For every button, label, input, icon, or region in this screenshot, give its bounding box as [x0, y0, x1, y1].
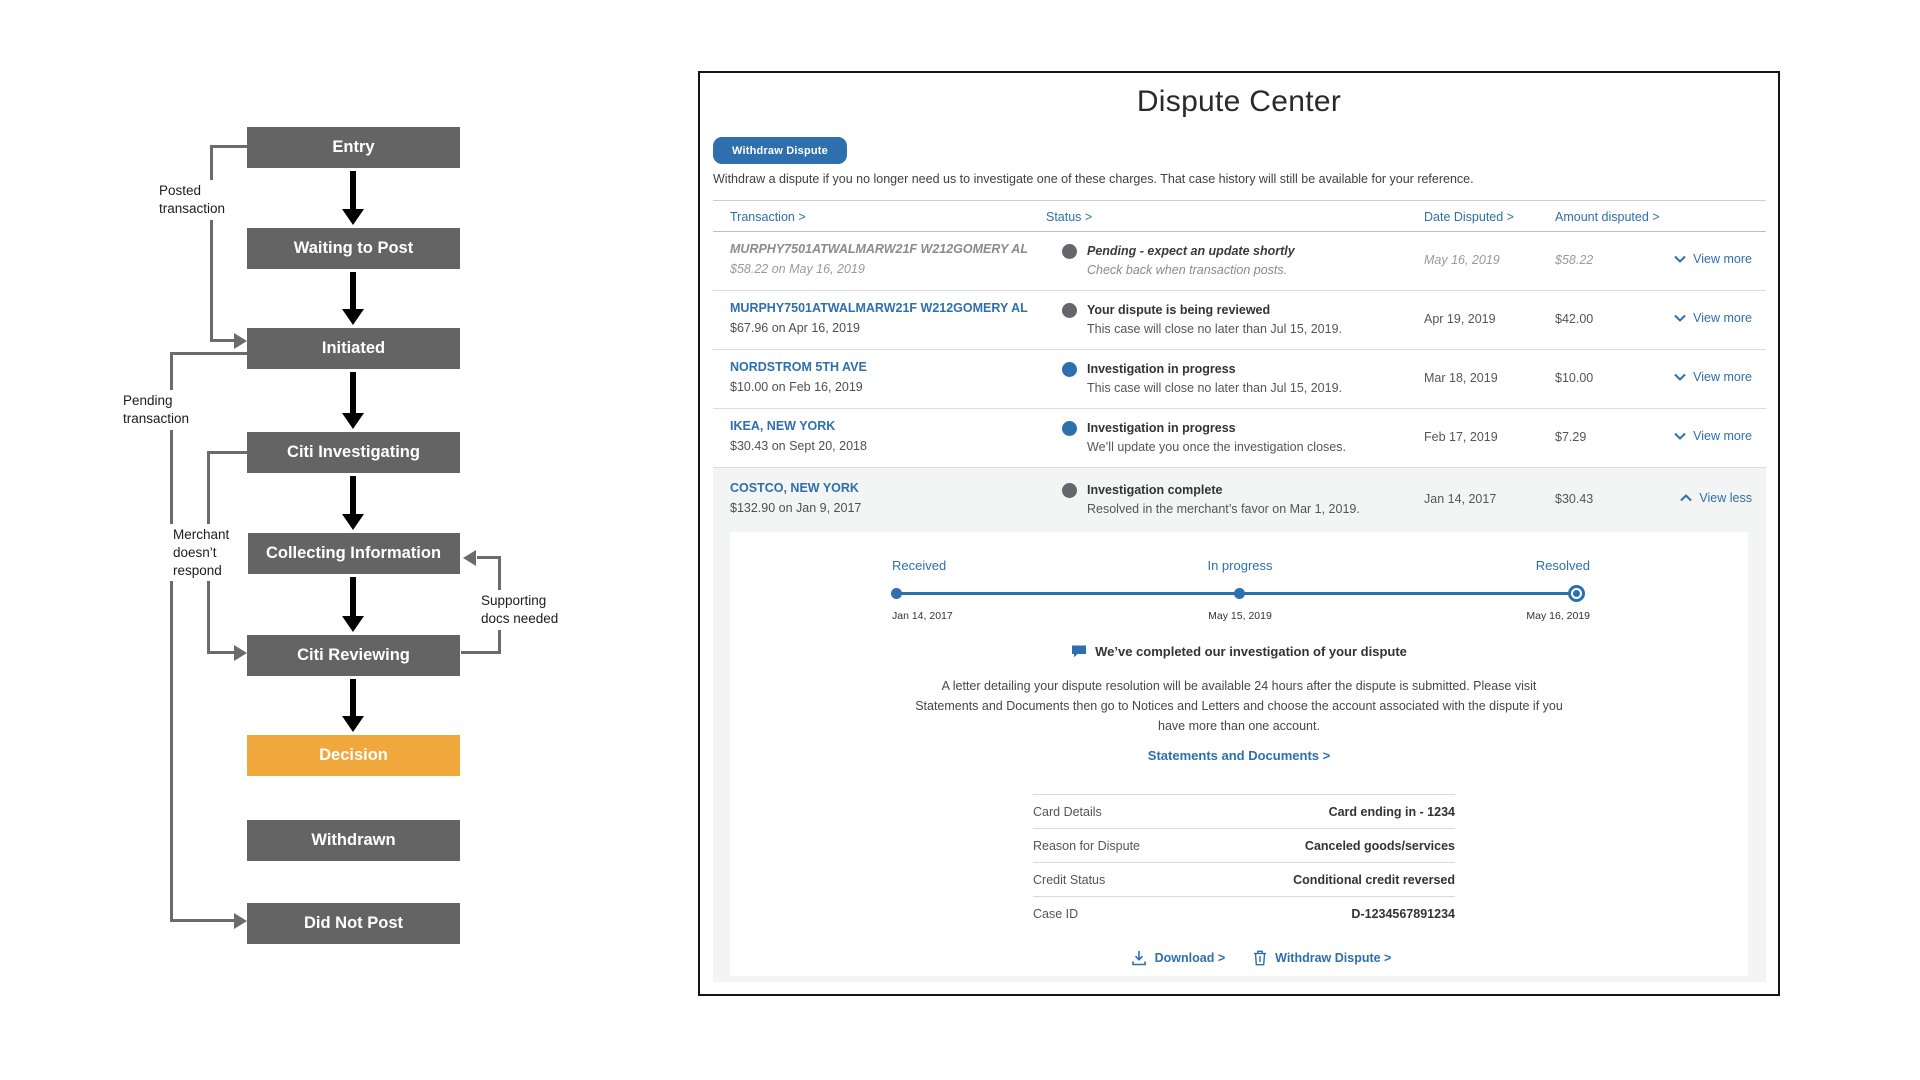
connector-line: [170, 919, 234, 922]
view-more-link[interactable]: View more: [1674, 252, 1752, 266]
download-icon: [1131, 950, 1147, 966]
flow-label-supporting-docs-needed: Supporting docs needed: [478, 590, 576, 630]
amount-disputed: $10.00: [1555, 371, 1594, 385]
timeline-step-label: In progress: [1207, 558, 1273, 573]
down-arrow-icon: [342, 577, 364, 632]
flow-label-posted-transaction: Posted transaction: [156, 180, 244, 220]
timeline-point-in-progress: [1234, 588, 1245, 599]
detail-value: Card ending in - 1234: [1328, 804, 1455, 819]
table-row: [713, 350, 1766, 409]
date-disputed: May 16, 2019: [1424, 253, 1500, 267]
statements-documents-link[interactable]: Statements and Documents >: [1147, 748, 1331, 763]
down-arrow-icon: [342, 272, 364, 325]
chat-bubble-icon: [1071, 645, 1087, 658]
chevron-up-icon: [1680, 494, 1692, 502]
expanded-dispute-detail: [713, 532, 1766, 982]
table-row: [713, 409, 1766, 468]
flow-label-merchant-doesnt-respond: Merchant doesn’t respond: [170, 524, 248, 581]
transaction-link[interactable]: COSTCO, NEW YORK: [730, 481, 859, 495]
right-arrowhead-icon: [234, 333, 247, 349]
detail-label: Reason for Dispute: [1033, 838, 1141, 853]
table-row-expanded: [713, 468, 1766, 532]
flow-box-initiated: Initiated: [247, 328, 460, 369]
withdraw-dispute-button[interactable]: Withdraw Dispute: [713, 137, 847, 164]
flow-label-pending-transaction: Pending transaction: [120, 390, 208, 430]
status-title: Investigation complete: [1087, 483, 1223, 497]
status-dot: [1062, 303, 1077, 318]
timeline-step-label: Resolved: [1535, 558, 1590, 573]
amount-disputed: $7.29: [1555, 430, 1587, 444]
down-arrow-icon: [342, 171, 364, 225]
connector-line: [207, 651, 234, 654]
flow-box-entry: Entry: [247, 127, 460, 168]
view-less-link[interactable]: View less: [1680, 491, 1752, 505]
chevron-down-icon: [1674, 314, 1686, 322]
flow-box-withdrawn: Withdrawn: [247, 820, 460, 861]
dispute-list: [713, 232, 1766, 982]
sort-transaction[interactable]: Transaction >: [730, 210, 806, 224]
chevron-down-icon: [1674, 432, 1686, 440]
detail-label: Credit Status: [1033, 872, 1106, 887]
transaction-detail: $132.90 on Jan 9, 2017: [730, 501, 862, 515]
amount-disputed: $30.43: [1555, 492, 1594, 506]
connector-line: [210, 145, 213, 341]
down-arrow-icon: [342, 372, 364, 429]
detail-row: [1033, 862, 1455, 896]
chevron-down-icon: [1674, 373, 1686, 381]
detail-value: D-1234567891234: [1351, 906, 1455, 921]
detail-label: Card Details: [1033, 804, 1102, 819]
trash-icon: [1253, 950, 1267, 966]
chevron-down-icon: [1674, 255, 1686, 263]
download-link[interactable]: Download >: [1131, 950, 1226, 966]
status-dot: [1062, 483, 1077, 498]
view-more-link[interactable]: View more: [1674, 429, 1752, 443]
transaction-name: MURPHY7501ATWALMARW21F W212GOMERY AL: [730, 242, 1028, 256]
date-disputed: Feb 17, 2019: [1424, 430, 1498, 444]
status-detail: Resolved in the merchant’s favor on Mar 1, 2019.: [1087, 502, 1360, 516]
detail-row: [1033, 896, 1455, 930]
dispute-details-table: [1033, 794, 1455, 930]
dispute-center-panel: [698, 71, 1780, 996]
dispute-flowchart: [0, 0, 640, 1080]
flow-box-did-not-post: Did Not Post: [247, 903, 460, 944]
date-disputed: Jan 14, 2017: [1424, 492, 1497, 506]
transaction-detail: $58.22 on May 16, 2019: [730, 262, 865, 276]
transaction-detail: $10.00 on Feb 16, 2019: [730, 380, 863, 394]
detail-row: [1033, 828, 1455, 862]
timeline-point-received: [891, 588, 902, 599]
connector-line: [170, 352, 247, 355]
date-disputed: Mar 18, 2019: [1424, 371, 1498, 385]
status-dot: [1062, 244, 1077, 259]
status-dot: [1062, 421, 1077, 436]
connector-line: [477, 556, 501, 559]
view-more-link[interactable]: View more: [1674, 311, 1752, 325]
status-detail: This case will close no later than Jul 15, 2019.: [1087, 381, 1342, 395]
view-more-link[interactable]: View more: [1674, 370, 1752, 384]
connector-line: [170, 352, 173, 921]
status-title: Pending - expect an update shortly: [1087, 244, 1295, 258]
withdraw-dispute-link[interactable]: Withdraw Dispute >: [1253, 950, 1391, 966]
connector-line: [210, 145, 247, 148]
down-arrow-icon: [342, 679, 364, 732]
flow-box-citi-investigating: Citi Investigating: [247, 432, 460, 473]
status-detail: We’ll update you once the investigation closes.: [1087, 440, 1346, 454]
down-arrow-icon: [342, 476, 364, 530]
status-dot: [1062, 362, 1077, 377]
status-title: Investigation in progress: [1087, 362, 1236, 376]
transaction-detail: $67.96 on Apr 16, 2019: [730, 321, 860, 335]
transaction-link[interactable]: IKEA, NEW YORK: [730, 419, 836, 433]
status-title: Your dispute is being reviewed: [1087, 303, 1271, 317]
withdraw-description: Withdraw a dispute if you no longer need us to investigate one of these charges. That case history will still be available for your reference.: [713, 172, 1474, 186]
timeline-point-resolved-dot: [1573, 590, 1580, 597]
dispute-detail-card: [730, 532, 1748, 976]
status-title: Investigation in progress: [1087, 421, 1236, 435]
flow-box-waiting-to-post: Waiting to Post: [247, 228, 460, 269]
detail-value: Conditional credit reversed: [1293, 872, 1455, 887]
amount-disputed: $42.00: [1555, 312, 1594, 326]
left-arrowhead-icon: [463, 550, 476, 566]
table-row: [713, 291, 1766, 350]
timeline-step-label: Received: [892, 558, 947, 573]
timeline-step-date: May 15, 2019: [1208, 610, 1272, 622]
status-detail: This case will close no later than Jul 15, 2019.: [1087, 322, 1342, 336]
transaction-link[interactable]: NORDSTROM 5TH AVE: [730, 360, 867, 374]
sort-status[interactable]: Status >: [1046, 210, 1093, 224]
page-title: Dispute Center: [1136, 85, 1342, 118]
connector-line: [207, 451, 247, 454]
connector-line: [461, 651, 501, 654]
flow-box-citi-reviewing: Citi Reviewing: [247, 635, 460, 676]
detail-row: [1033, 794, 1455, 828]
table-header: [713, 200, 1766, 232]
detail-value: Canceled goods/services: [1304, 838, 1455, 853]
detail-label: Case ID: [1033, 906, 1079, 921]
date-disputed: Apr 19, 2019: [1424, 312, 1496, 326]
table-row: [713, 232, 1766, 291]
sort-date-disputed[interactable]: Date Disputed >: [1424, 210, 1514, 224]
transaction-detail: $30.43 on Sept 20, 2018: [730, 439, 867, 453]
amount-disputed: $58.22: [1555, 253, 1594, 267]
timeline-step-date: Jan 14, 2017: [892, 610, 953, 622]
right-arrowhead-icon: [234, 645, 247, 661]
flow-box-collecting-information: Collecting Information: [247, 533, 460, 574]
message-body: A letter detailing your dispute resolution will be available 24 hours after the dispute is submitted. Please visit Statements and Documents then go to Notices and Letters and choose the account associated with the dispute if you have more than one account.: [915, 679, 1563, 733]
transaction-link[interactable]: MURPHY7501ATWALMARW21F W212GOMERY AL: [730, 301, 1028, 315]
connector-line: [210, 339, 234, 342]
sort-amount-disputed[interactable]: Amount disputed >: [1555, 210, 1660, 224]
right-arrowhead-icon: [234, 913, 247, 929]
message-title: We’ve completed our investigation of your dispute: [1095, 644, 1407, 659]
status-detail: Check back when transaction posts.: [1087, 263, 1288, 277]
timeline-step-date: May 16, 2019: [1526, 610, 1590, 622]
flow-box-decision: Decision: [247, 735, 460, 776]
